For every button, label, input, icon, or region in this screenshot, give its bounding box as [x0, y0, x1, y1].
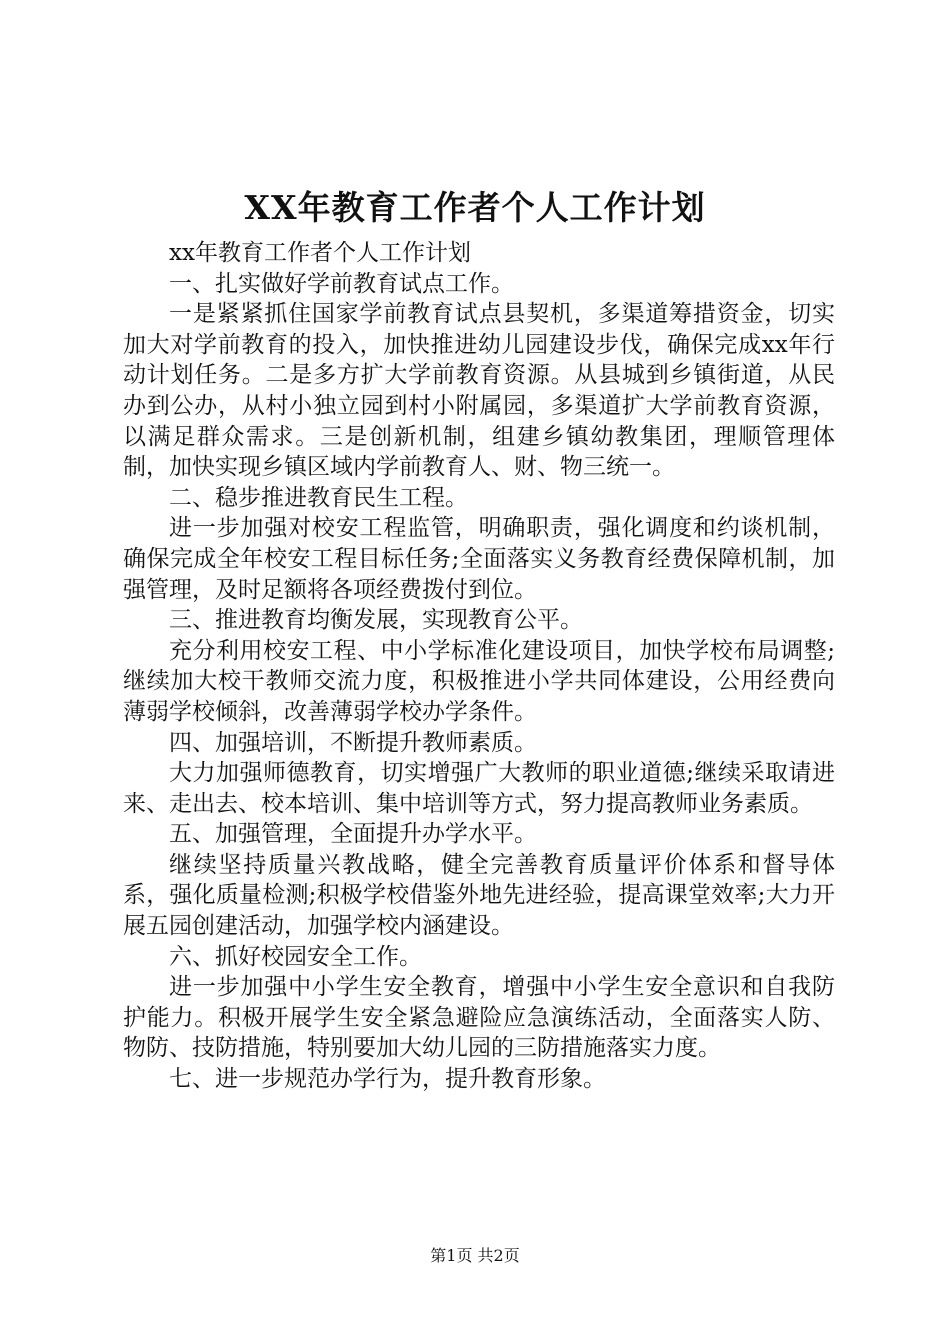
- document-title: XX年教育工作者个人工作计划: [244, 188, 706, 227]
- paragraph-5: 继续坚持质量兴教战略，健全完善教育质量评价体系和督导体系，强化质量检测;积极学校借鉴外地先进经验，提高课堂效率;大力开展五园创建活动，加强学校内涵建设。: [123, 851, 835, 940]
- paragraph-2: 进一步加强对校安工程监管，明确职责，强化调度和约谈机制，确保完成全年校安工程目标任务;全面落实义务教育经费保障机制，加强管理，及时足额将各项经费拨付到位。: [123, 515, 835, 603]
- paragraph-6: 进一步加强中小学生安全教育，增强中小学生安全意识和自我防护能力。积极开展学生安全紧急避险应急演练活动，全面落实人防、物防、技防措施，特别要加大幼儿园的三防措施落实力度。: [123, 974, 835, 1062]
- page-number-footer: 第1页 共2页: [430, 1246, 520, 1265]
- paragraph-3: 充分利用校安工程、中小学标准化建设项目，加快学校布局调整;继续加大校干教师交流力度，积极推进小学共同体建设，公用经费向薄弱学校倾斜，改善薄弱学校办学条件。: [123, 637, 835, 725]
- document-body: [123, 238, 835, 1095]
- section-heading-5: 五、加强管理，全面提升办学水平。: [169, 821, 537, 848]
- section-heading-6: 六、抓好校园安全工作。: [169, 943, 422, 970]
- section-heading-1: 一、扎实做好学前教育试点工作。: [169, 270, 514, 297]
- paragraph-subtitle: xx年教育工作者个人工作计划: [169, 240, 471, 266]
- paragraph-4: 大力加强师德教育，切实增强广大教师的职业道德;继续采取请进来、走出去、校本培训、集中培训等方式，努力提高教师业务素质。: [123, 760, 835, 817]
- section-heading-7: 七、进一步规范办学行为，提升教育形象。: [169, 1066, 606, 1093]
- section-heading-2: 二、稳步推进教育民生工程。: [169, 484, 468, 511]
- section-heading-3: 三、推进教育均衡发展，实现教育公平。: [169, 607, 583, 634]
- section-heading-4: 四、加强培训，不断提升教师素质。: [169, 729, 537, 756]
- paragraph-1: 一是紧紧抓住国家学前教育试点县契机，多渠道筹措资金，切实加大对学前教育的投入，加快推进幼儿园建设步伐，确保完成xx年行动计划任务。二是多方扩大学前教育资源。从县城到乡镇街道，从民办到公办，从村小独立园到村小附属园，多渠道扩大学前教育资源，以满足群众需求。三是创新机制，组建乡镇幼教集团，理顺管理体制，加快实现乡镇区域内学前教育人、财、物三统一。: [123, 301, 835, 481]
